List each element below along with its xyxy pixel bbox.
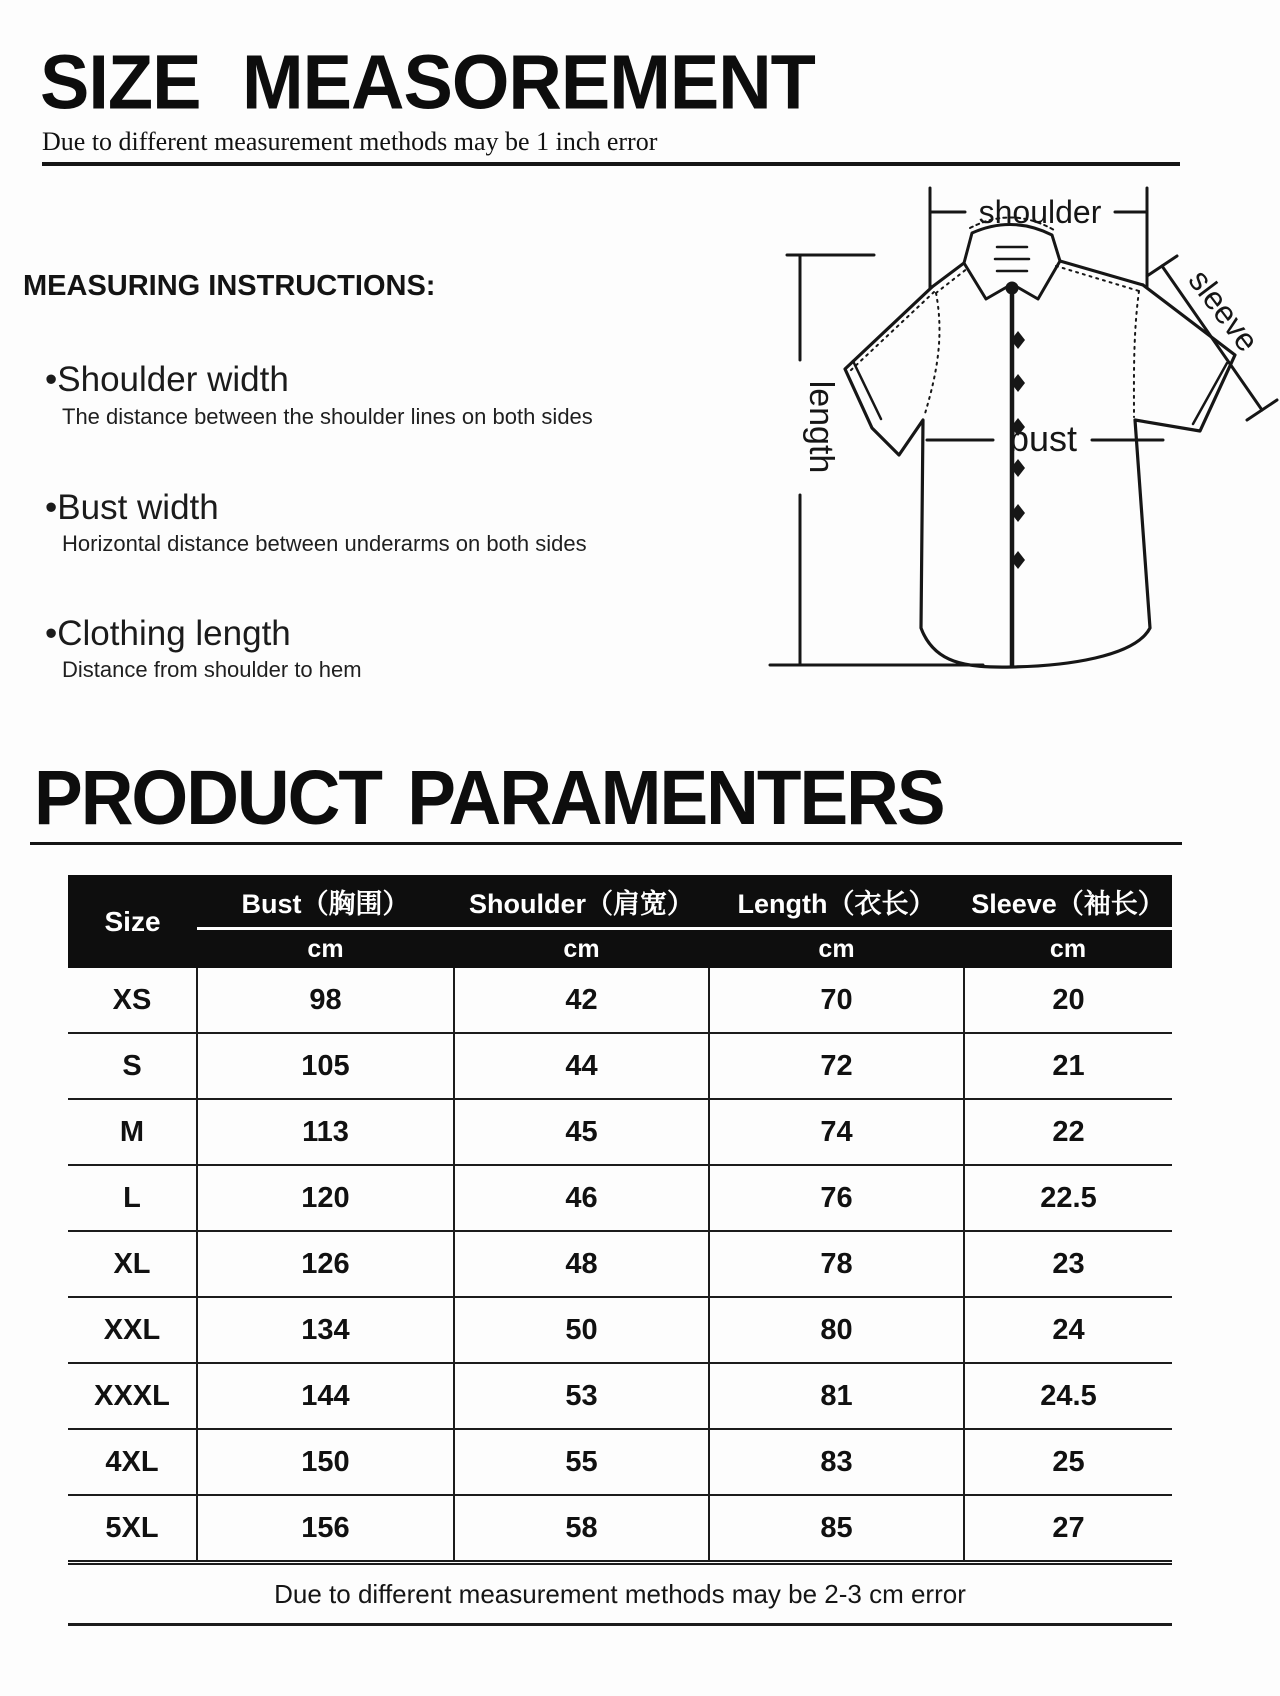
table-row-xl — [68, 1231, 1172, 1297]
bust-cell: 156 — [197, 1495, 454, 1563]
col-header-shoulder: Shoulder（肩宽） — [454, 875, 709, 929]
bust-cell: 98 — [197, 968, 454, 1033]
shoulder-cell: 46 — [454, 1165, 709, 1231]
bust-cell: 150 — [197, 1429, 454, 1495]
length-cell: 72 — [709, 1033, 964, 1099]
unit-shoulder: cm — [454, 929, 709, 969]
sleeve-cell: 25 — [964, 1429, 1172, 1495]
instructions-heading: MEASURING INSTRUCTIONS: — [23, 270, 436, 302]
table-row-xxl — [68, 1297, 1172, 1363]
size-table-header — [68, 875, 1172, 968]
length-cell: 78 — [709, 1231, 964, 1297]
size-cell: XXL — [68, 1297, 197, 1363]
table-row-5xl — [68, 1495, 1172, 1563]
length-cell: 85 — [709, 1495, 964, 1563]
table-row-4xl — [68, 1429, 1172, 1495]
size-table-footer — [68, 1563, 1172, 1625]
page-title: SIZE MEASOREMENT — [40, 38, 815, 126]
sleeve-label: sleeve — [1181, 262, 1266, 359]
shoulder-cell: 42 — [454, 968, 709, 1033]
table-row-xxxl — [68, 1363, 1172, 1429]
length-cell: 80 — [709, 1297, 964, 1363]
unit-sleeve: cm — [964, 929, 1172, 969]
length-cell: 74 — [709, 1099, 964, 1165]
table-unit-row — [68, 929, 1172, 969]
shoulder-cell: 53 — [454, 1363, 709, 1429]
bust-cell: 120 — [197, 1165, 454, 1231]
size-cell: M — [68, 1099, 197, 1165]
right-cuff-line — [1193, 363, 1227, 424]
unit-length: cm — [709, 929, 964, 969]
shoulder-cell: 44 — [454, 1033, 709, 1099]
bust-cell: 105 — [197, 1033, 454, 1099]
stitch-dotted-lines — [850, 266, 1139, 417]
sleeve-cell: 22.5 — [964, 1165, 1172, 1231]
unit-bust: cm — [197, 929, 454, 969]
sleeve-cell: 20 — [964, 968, 1172, 1033]
collar-stand-lines — [995, 247, 1029, 271]
shoulder-seam-right — [1060, 261, 1143, 285]
size-cell: XS — [68, 968, 197, 1033]
bust-cell: 126 — [197, 1231, 454, 1297]
shoulder-cell: 58 — [454, 1495, 709, 1563]
sleeve-cell: 24.5 — [964, 1363, 1172, 1429]
bust-label: bust — [1008, 418, 1078, 459]
length-label: length — [802, 380, 840, 474]
length-cell: 76 — [709, 1165, 964, 1231]
col-header-size: Size — [68, 875, 197, 968]
shirt-outline — [845, 285, 1235, 667]
shirt-measurement-diagram — [720, 165, 1280, 680]
length-cell: 70 — [709, 968, 964, 1033]
bust-cell: 113 — [197, 1099, 454, 1165]
instruction-term-bust: •Bust width — [45, 488, 219, 527]
divider-parameters — [30, 842, 1182, 845]
shoulder-cell: 55 — [454, 1429, 709, 1495]
table-row-xs — [68, 968, 1172, 1033]
sleeve-cell: 21 — [964, 1033, 1172, 1099]
table-row-l — [68, 1165, 1172, 1231]
size-cell: 4XL — [68, 1429, 197, 1495]
collar-button — [1006, 282, 1019, 295]
size-cell: S — [68, 1033, 197, 1099]
length-cell: 81 — [709, 1363, 964, 1429]
instruction-term-length: •Clothing length — [45, 614, 291, 653]
table-footnote: Due to different measurement methods may be 2-3 cm error — [68, 1563, 1172, 1625]
instruction-desc-length: Distance from shoulder to hem — [62, 657, 362, 682]
bust-cell: 134 — [197, 1297, 454, 1363]
size-cell: XL — [68, 1231, 197, 1297]
length-cell: 83 — [709, 1429, 964, 1495]
instruction-desc-shoulder: The distance between the shoulder lines on both sides — [62, 404, 593, 429]
section-title-parameters: PRODUCT PARAMENTERS — [34, 755, 944, 841]
col-header-bust: Bust（胸围） — [197, 875, 454, 929]
bust-cell: 144 — [197, 1363, 454, 1429]
col-header-length: Length（衣长） — [709, 875, 964, 929]
table-row-s — [68, 1033, 1172, 1099]
size-cell: XXXL — [68, 1363, 197, 1429]
instruction-desc-bust: Horizontal distance between underarms on both sides — [62, 531, 587, 556]
shoulder-label: shoulder — [978, 194, 1102, 230]
table-row-m — [68, 1099, 1172, 1165]
table-header-row — [68, 875, 1172, 929]
sleeve-cell: 27 — [964, 1495, 1172, 1563]
col-header-sleeve: Sleeve（袖长） — [964, 875, 1172, 929]
size-cell: L — [68, 1165, 197, 1231]
sleeve-cell: 24 — [964, 1297, 1172, 1363]
shoulder-cell: 45 — [454, 1099, 709, 1165]
size-table — [68, 875, 1172, 1626]
page-subtitle: Due to different measurement methods may be 1 inch error — [42, 127, 658, 156]
left-cuff-line — [853, 361, 881, 419]
table-footnote-row — [68, 1563, 1172, 1625]
size-cell: 5XL — [68, 1495, 197, 1563]
shoulder-cell: 50 — [454, 1297, 709, 1363]
sleeve-cell: 23 — [964, 1231, 1172, 1297]
instruction-term-shoulder: •Shoulder width — [45, 360, 289, 399]
sleeve-cell: 22 — [964, 1099, 1172, 1165]
length-measure-lines — [770, 255, 983, 665]
size-table-body — [68, 968, 1172, 1563]
shoulder-cell: 48 — [454, 1231, 709, 1297]
